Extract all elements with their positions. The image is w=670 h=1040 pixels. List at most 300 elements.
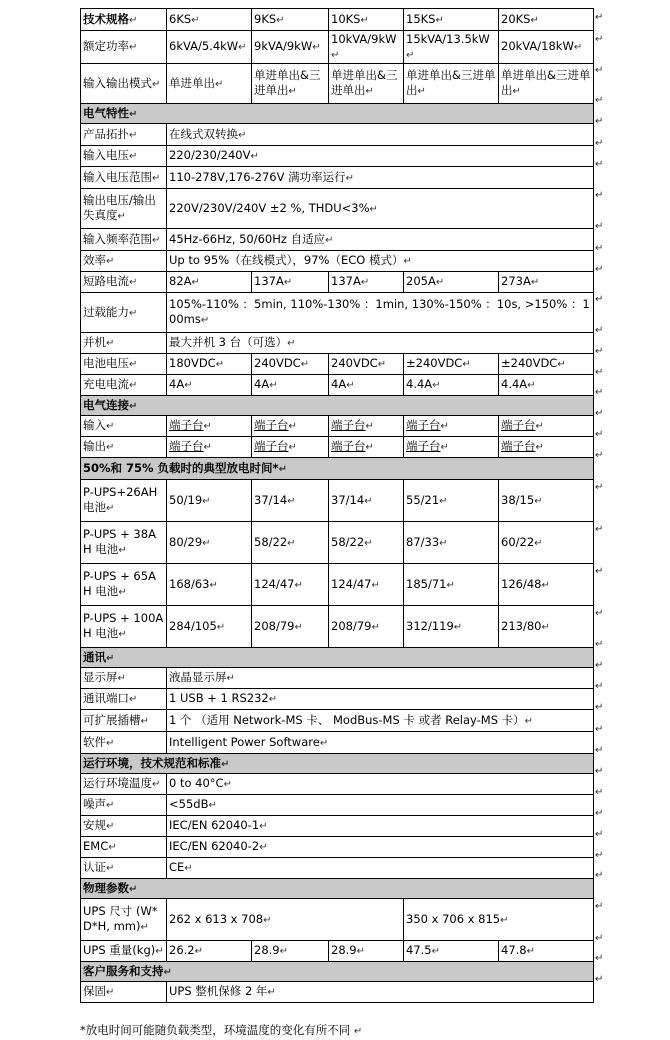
- row-label-cell: [81, 292, 167, 332]
- cell-value: ±240VDC: [501, 356, 558, 371]
- row-end-mark: ↵: [595, 828, 604, 840]
- cell-mark: ↵: [129, 108, 138, 120]
- row-label-cell: [81, 250, 167, 271]
- cell-mark: ↵: [118, 587, 127, 599]
- row-end-mark: ↵: [595, 65, 604, 76]
- cell-mark: ↵: [283, 277, 293, 289]
- row-label-cell: [81, 773, 167, 794]
- cell-value: 312/119: [406, 618, 454, 633]
- value-cell: [499, 9, 594, 31]
- row-label: 安规: [83, 818, 106, 833]
- value-cell: [499, 563, 594, 605]
- cell-mark: ↵: [215, 359, 225, 371]
- cell-value: ±240VDC: [406, 356, 463, 371]
- value-cell: [404, 521, 499, 563]
- cell-mark: ↵: [152, 234, 161, 246]
- cell-mark: ↵: [152, 78, 161, 90]
- table-row: [81, 479, 594, 521]
- row-end-mark: ↵: [595, 450, 604, 461]
- value-cell: [252, 415, 329, 436]
- row-label: 效率: [83, 253, 106, 268]
- table-row: [81, 815, 594, 836]
- value-cell: [404, 415, 499, 436]
- cell-value: 124/47: [331, 576, 372, 591]
- cell-mark: ↵: [288, 421, 297, 433]
- cell-value: 87/33: [406, 534, 440, 549]
- value-cell: [404, 353, 499, 374]
- value-cell: [167, 31, 252, 64]
- value-cell: [499, 521, 594, 563]
- row-end-mark: ↵: [595, 407, 604, 419]
- cell-mark: ↵: [106, 503, 115, 515]
- section-title: 物理参数: [83, 880, 129, 895]
- cell-value: 47.8: [501, 943, 527, 958]
- cell-mark: ↵: [524, 715, 534, 727]
- section-row: [81, 395, 594, 415]
- row-label-cell: [81, 605, 167, 647]
- row-label-cell: [81, 436, 167, 457]
- cell-value: UPS 整机保修 2 年: [169, 984, 268, 999]
- value-cell: [252, 436, 329, 457]
- value-cell: [167, 353, 252, 374]
- section-row: [81, 103, 594, 123]
- value-cell: [252, 940, 329, 961]
- row-label: 输入: [83, 418, 106, 433]
- cell-value: Up to 95%（在线模式），97%（ECO 模式）: [169, 253, 404, 268]
- cell-mark: ↵: [208, 800, 217, 812]
- cell-mark: ↵: [129, 151, 138, 163]
- table-row: [81, 940, 594, 961]
- cell-value: 单进单出&三进单出: [406, 68, 496, 98]
- cell-mark: ↵: [108, 842, 117, 854]
- cell-value: 单进单出&三进单出: [254, 68, 321, 98]
- value-cell: [404, 479, 499, 521]
- value-cell: [167, 857, 594, 878]
- value-cell: [167, 9, 252, 31]
- cell-mark: ↵: [106, 338, 115, 350]
- cell-value: 6kVA/5.4kW: [169, 39, 239, 54]
- cell-mark: ↵: [106, 652, 115, 664]
- cell-value: 47.5: [406, 943, 432, 958]
- value-cell: [167, 521, 252, 563]
- cell-value: 350 x 706 x 815: [406, 911, 501, 926]
- spec-table: [80, 8, 594, 1003]
- cell-mark: ↵: [369, 203, 378, 215]
- cell-mark: ↵: [129, 883, 138, 895]
- row-label: 充电电流: [83, 377, 129, 392]
- table-row: [81, 123, 594, 145]
- cell-mark: ↵: [287, 537, 296, 549]
- row-label-cell: [81, 731, 167, 753]
- cell-mark: ↵: [263, 914, 272, 926]
- row-label: EMC: [83, 839, 109, 854]
- row-label-cell: [81, 353, 167, 374]
- section-header: [81, 878, 594, 898]
- cell-mark: ↵: [238, 42, 247, 54]
- row-end-mark: ↵: [595, 659, 604, 671]
- cell-value: 137A: [254, 274, 284, 289]
- value-cell: [252, 563, 329, 605]
- cell-value: 220V/230V/240V ±2 %, THDU<3%: [169, 200, 370, 215]
- cell-value: 273A: [501, 274, 531, 289]
- cell-value: 45Hz-66Hz, 50/60Hz 自适应: [169, 231, 326, 246]
- cell-mark: ↵: [512, 86, 521, 98]
- cell-mark: ↵: [500, 914, 509, 926]
- cell-mark: ↵: [535, 421, 544, 433]
- cell-mark: ↵: [238, 129, 247, 141]
- cell-value: 37/14: [331, 492, 365, 507]
- value-cell: [329, 479, 404, 521]
- value-cell: [499, 271, 594, 292]
- row-label: 额定功率: [83, 39, 129, 54]
- row-label-cell: [81, 374, 167, 395]
- value-cell: [167, 667, 594, 688]
- row-label-cell: [81, 836, 167, 857]
- row-label: 并机: [83, 335, 106, 350]
- row-label-cell: [81, 188, 167, 228]
- cell-mark: ↵: [194, 946, 203, 958]
- cell-value: 端子台: [331, 439, 366, 454]
- cell-value: 105%-110% ：5min, 110%-130% ：1min, 130%-150% ：10s, >150% ：100ms: [169, 297, 590, 327]
- table-row: [81, 981, 594, 1002]
- cell-mark: ↵: [279, 946, 288, 958]
- table-row: [81, 794, 594, 815]
- cell-value: 60/22: [501, 534, 535, 549]
- cell-mark: ↵: [203, 421, 212, 433]
- value-cell: [329, 605, 404, 647]
- row-label: 过载能力: [83, 304, 129, 319]
- cell-value: 4.4A: [501, 377, 528, 392]
- cell-value: 9KS: [254, 12, 277, 26]
- cell-mark: ↵: [163, 966, 172, 978]
- row-label-cell: [81, 981, 167, 1002]
- cell-mark: ↵: [371, 621, 380, 633]
- cell-mark: ↵: [534, 495, 543, 507]
- row-label: 输入电压范围: [83, 169, 152, 184]
- cell-value: 端子台: [501, 439, 536, 454]
- cell-mark: ↵: [534, 537, 543, 549]
- value-cell: [499, 31, 594, 64]
- cell-mark: ↵: [129, 15, 138, 26]
- row-end-mark: ↵: [595, 724, 604, 735]
- row-end-mark: ↵: [595, 387, 604, 398]
- section-header: [81, 647, 594, 667]
- table-row: [81, 374, 594, 395]
- row-end-mark: ↵: [595, 639, 604, 650]
- section-row: [81, 457, 594, 479]
- table-row: [81, 521, 594, 563]
- cell-mark: ↵: [184, 380, 193, 392]
- cell-mark: ↵: [364, 495, 373, 507]
- cell-mark: ↵: [541, 621, 550, 633]
- value-cell: [329, 9, 404, 31]
- row-label-cell: [81, 145, 167, 166]
- value-cell: [167, 436, 252, 457]
- value-cell: [329, 63, 404, 103]
- cell-value: 124/47: [254, 576, 295, 591]
- cell-mark: ↵: [535, 442, 544, 454]
- value-cell: [167, 374, 252, 395]
- cell-mark: ↵: [403, 256, 412, 268]
- cell-value: 20KS: [501, 12, 531, 26]
- cell-value: 58/22: [254, 534, 288, 549]
- cell-value: 端子台: [406, 439, 441, 454]
- row-label-cell: [81, 228, 167, 250]
- table-row: [81, 250, 594, 271]
- cell-mark: ↵: [269, 380, 278, 392]
- value-cell: [167, 709, 594, 731]
- row-label: 可扩展插槽: [83, 712, 141, 727]
- cell-mark: ↵: [202, 537, 211, 549]
- cell-mark: ↵: [417, 86, 426, 98]
- cell-mark: ↵: [294, 621, 303, 633]
- cell-mark: ↵: [406, 49, 415, 61]
- section-title: 通讯: [83, 649, 106, 664]
- section-header: [81, 395, 594, 415]
- cell-mark: ↵: [259, 842, 268, 854]
- row-end-mark: ↵: [595, 901, 604, 912]
- cell-mark: ↵: [573, 42, 583, 54]
- table-row: [81, 857, 594, 878]
- row-label-cell: [81, 940, 167, 961]
- cell-value: 单进单出: [169, 75, 215, 90]
- cell-value: 10kVA/9kW: [331, 32, 397, 46]
- cell-mark: ↵: [106, 421, 115, 433]
- cell-mark: ↵: [117, 211, 126, 223]
- row-end-mark: ↵: [595, 294, 604, 305]
- cell-mark: ↵: [276, 15, 285, 26]
- row-label: 显示屏: [83, 670, 118, 685]
- cell-value: 最大并机 3 台（可选）: [169, 335, 288, 350]
- value-cell: [404, 63, 499, 103]
- cell-mark: ↵: [371, 579, 380, 591]
- cell-mark: ↵: [202, 495, 211, 507]
- cell-mark: ↵: [140, 922, 149, 934]
- cell-mark: ↵: [453, 621, 463, 633]
- row-end-mark: ↵: [595, 116, 604, 127]
- value-cell: [252, 605, 329, 647]
- row-end-mark: ↵: [595, 807, 604, 819]
- cell-mark: ↵: [203, 442, 212, 454]
- cell-mark: ↵: [527, 380, 536, 392]
- value-cell: [252, 63, 329, 103]
- table-row: [81, 332, 594, 353]
- row-label: P-UPS + 100AH 电池: [83, 611, 164, 641]
- value-cell: [329, 521, 404, 563]
- value-cell: [499, 479, 594, 521]
- cell-mark: ↵: [557, 359, 566, 371]
- table-row: [81, 898, 594, 940]
- cell-mark: ↵: [439, 495, 448, 507]
- cell-value: 55/21: [406, 492, 440, 507]
- row-end-mark: ↵: [595, 242, 604, 254]
- row-end-mark: ↵: [595, 953, 604, 964]
- cell-value: 37/14: [254, 492, 288, 507]
- row-label-cell: [81, 332, 167, 353]
- cell-mark: ↵: [215, 78, 224, 90]
- cell-mark: ↵: [431, 946, 440, 958]
- cell-value: 168/63: [169, 576, 210, 591]
- table-row: [81, 688, 594, 709]
- section-title: 50%和 75% 负载时的典型放电时间*: [83, 460, 279, 475]
- cell-mark: ↵: [526, 946, 535, 958]
- table-row: [81, 166, 594, 188]
- row-label: 软件: [83, 734, 106, 749]
- row-end-mark: ↵: [595, 786, 604, 798]
- row-label-cell: [81, 898, 167, 940]
- cell-value: 26.2: [169, 943, 195, 958]
- cell-mark: ↵: [129, 359, 138, 371]
- row-label: 短路电流: [83, 274, 129, 289]
- cell-mark: ↵: [223, 779, 232, 791]
- value-cell: [499, 436, 594, 457]
- value-cell: [404, 436, 499, 457]
- cell-value: 240VDC: [331, 356, 378, 371]
- row-label: 认证: [83, 860, 106, 875]
- section-title: 运行环境，技术规范和标准: [83, 755, 221, 770]
- cell-mark: ↵: [364, 537, 373, 549]
- row-end-mark: ↵: [595, 566, 604, 577]
- cell-mark: ↵: [129, 129, 138, 141]
- table-row: [81, 731, 594, 753]
- row-end-mark: ↵: [595, 95, 604, 106]
- value-cell: [167, 250, 594, 271]
- value-cell: [167, 688, 594, 709]
- row-end-mark: ↵: [595, 870, 604, 881]
- cell-value: 110-278V,176-276V 满功率运行: [169, 169, 346, 184]
- section-header: [81, 961, 594, 981]
- row-label-cell: [81, 709, 167, 731]
- value-cell: [167, 228, 594, 250]
- cell-mark: ↵: [152, 779, 161, 791]
- cell-value: 82A: [169, 274, 192, 289]
- value-cell: [329, 271, 404, 292]
- table-row: [81, 667, 594, 688]
- row-end-mark: ↵: [595, 608, 604, 619]
- row-end-mark: ↵: [595, 765, 604, 777]
- cell-mark: ↵: [300, 359, 310, 371]
- value-cell: [499, 63, 594, 103]
- cell-value: 208/79: [331, 618, 372, 633]
- cell-mark: ↵: [191, 277, 200, 289]
- row-label-cell: [81, 563, 167, 605]
- row-label-cell: [81, 9, 167, 31]
- cell-mark: ↵: [184, 863, 193, 875]
- cell-mark: ↵: [106, 737, 115, 749]
- cell-mark: ↵: [440, 442, 449, 454]
- cell-value: 单进单出&三进单出: [331, 68, 398, 98]
- value-cell: [252, 353, 329, 374]
- cell-value: 在线式双转换: [169, 126, 238, 141]
- cell-mark: ↵: [462, 359, 471, 371]
- cell-mark: ↵: [288, 442, 297, 454]
- cell-value: 262 x 613 x 708: [169, 911, 264, 926]
- value-cell: [404, 563, 499, 605]
- row-label: 噪声: [83, 797, 106, 812]
- value-cell: [252, 521, 329, 563]
- value-cell: [252, 374, 329, 395]
- row-label: 输入电压: [83, 148, 129, 163]
- row-end-mark: ↵: [595, 973, 604, 985]
- cell-mark: ↵: [365, 421, 374, 433]
- row-label: 输出电压/输出失真度: [83, 193, 156, 223]
- table-row: [81, 836, 594, 857]
- table-row: [81, 9, 594, 31]
- paragraph-mark: ↵: [353, 1026, 363, 1037]
- cell-value: 58/22: [331, 534, 365, 549]
- cell-mark: ↵: [278, 463, 287, 475]
- cell-mark: ↵: [118, 629, 127, 641]
- row-end-mark: ↵: [595, 34, 604, 45]
- cell-mark: ↵: [118, 545, 127, 557]
- cell-mark: ↵: [129, 380, 138, 392]
- row-label: UPS 尺寸 (W*D*H, mm): [83, 904, 158, 934]
- cell-mark: ↵: [216, 621, 226, 633]
- row-label-cell: [81, 479, 167, 521]
- cell-mark: ↵: [294, 579, 303, 591]
- table-row: [81, 709, 594, 731]
- section-header: [81, 753, 594, 773]
- row-end-mark: ↵: [595, 324, 604, 336]
- cell-mark: ↵: [446, 579, 455, 591]
- cell-value: 0 to 40°C: [169, 776, 224, 791]
- value-cell: [167, 188, 594, 228]
- cell-mark: ↵: [287, 495, 296, 507]
- cell-value: 284/105: [169, 618, 217, 633]
- row-label: 输入输出模式: [83, 75, 152, 90]
- cell-value: 240VDC: [254, 356, 301, 371]
- cell-value: 端子台: [169, 439, 204, 454]
- value-cell: [167, 981, 594, 1002]
- cell-mark: ↵: [360, 277, 370, 289]
- cell-mark: ↵: [530, 277, 540, 289]
- cell-mark: ↵: [325, 234, 334, 246]
- cell-value: 15KS: [406, 12, 436, 26]
- value-cell: [404, 271, 499, 292]
- value-cell: [329, 563, 404, 605]
- section-row: [81, 961, 594, 981]
- value-cell: [404, 9, 499, 31]
- table-row: [81, 31, 594, 64]
- value-cell: [499, 374, 594, 395]
- table-row: [81, 436, 594, 457]
- value-cell: [404, 31, 499, 64]
- cell-mark: ↵: [106, 863, 115, 875]
- value-cell: [404, 898, 594, 940]
- value-cell: [499, 940, 594, 961]
- value-cell: [329, 940, 404, 961]
- row-label-cell: [81, 271, 167, 292]
- row-end-mark: ↵: [595, 428, 604, 440]
- value-cell: [167, 271, 252, 292]
- cell-value: 端子台: [406, 418, 441, 433]
- row-end-mark: ↵: [595, 849, 604, 861]
- table-row: [81, 63, 594, 103]
- row-label: 电池电压: [83, 356, 129, 371]
- cell-mark: ↵: [268, 694, 278, 706]
- cell-value: 28.9: [331, 943, 357, 958]
- value-cell: [167, 479, 252, 521]
- row-end-mark: ↵: [595, 366, 604, 378]
- cell-value: 185/71: [406, 576, 447, 591]
- cell-mark: ↵: [440, 421, 449, 433]
- value-cell: [329, 353, 404, 374]
- value-cell: [329, 415, 404, 436]
- row-label: 运行环境温度: [83, 776, 152, 791]
- table-row: [81, 563, 594, 605]
- cell-mark: ↵: [106, 442, 115, 454]
- cell-value: 端子台: [501, 418, 536, 433]
